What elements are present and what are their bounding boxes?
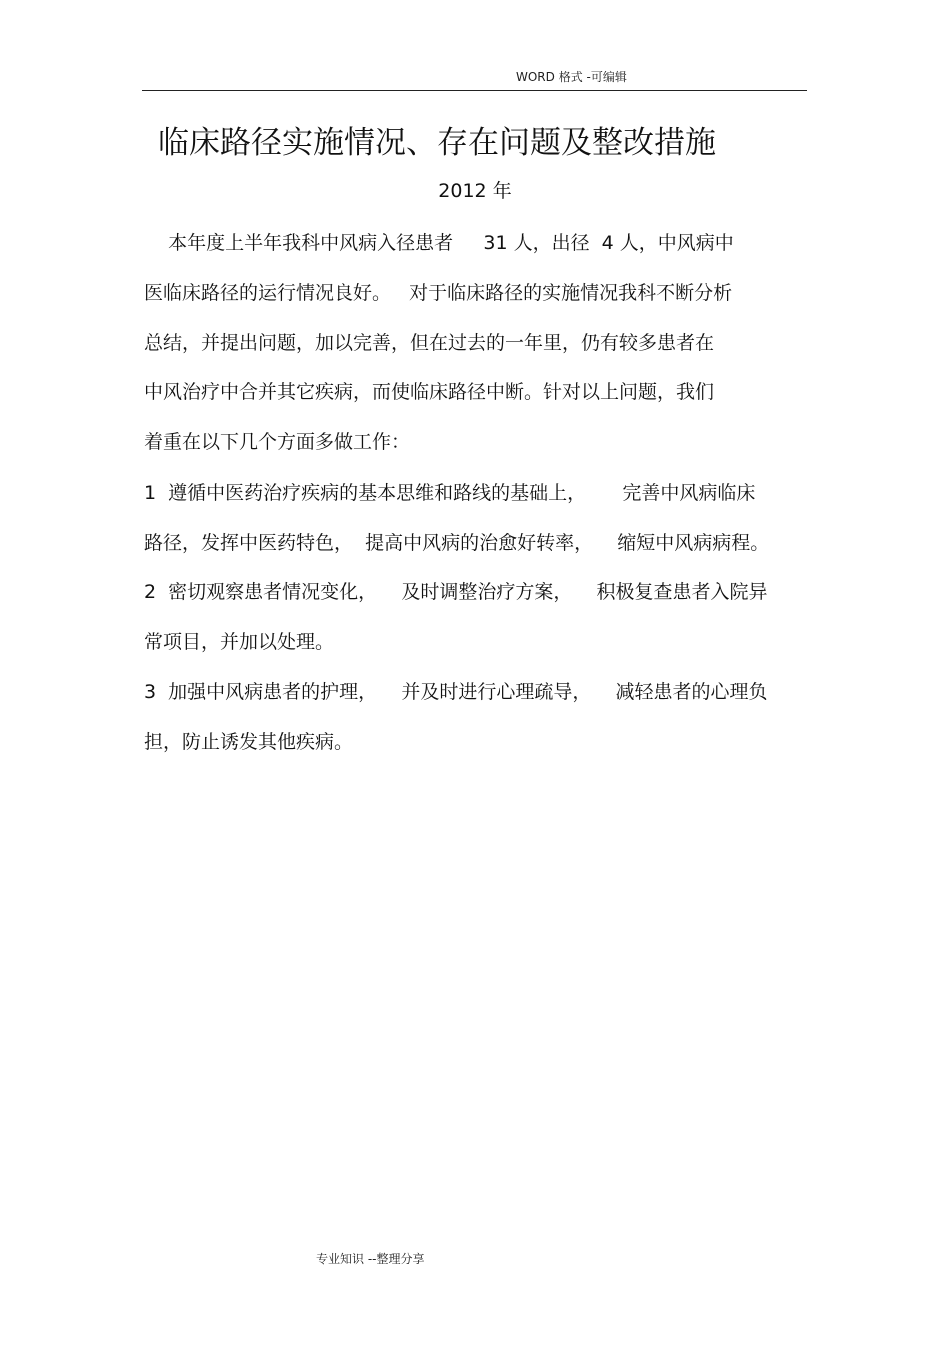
list-item-2: 2 密切观察患者情况变化， 及时调整治疗方案， 积极复查患者入院异	[144, 581, 768, 603]
body-line: 本年度上半年我科中风病入径患者 31 人，出径 4 人，中风病中	[144, 232, 734, 254]
body-line: 着重在以下几个方面多做工作：	[144, 431, 411, 453]
page-header-text: WORD 格式 -可编辑	[516, 70, 627, 84]
body-line: 担，防止诱发其他疾病。	[144, 731, 354, 753]
document-title: 临床路径实施情况、存在问题及整改措施	[158, 125, 716, 161]
body-line: 总结，并提出问题，加以完善，但在过去的一年里，仍有较多患者在	[144, 332, 715, 354]
page-footer-text: 专业知识 --整理分享	[316, 1252, 425, 1266]
list-item-3: 3 加强中风病患者的护理， 并及时进行心理疏导， 减轻患者的心理负	[144, 681, 768, 703]
body-line: 常项目，并加以处理。	[144, 631, 335, 653]
document-year: 2012 年	[438, 180, 512, 202]
body-line: 中风治疗中合并其它疾病，而使临床路径中断。针对以上问题，我们	[144, 381, 715, 403]
body-line: 医临床路径的运行情况良好。 对于临床路径的实施情况我科不断分析	[144, 282, 733, 304]
list-item-1: 1 遵循中医药治疗疾病的基本思维和路线的基础上， 完善中风病临床	[144, 482, 756, 504]
body-line: 路径，发挥中医药特色， 提高中风病的治愈好转率， 缩短中风病病程。	[144, 532, 770, 554]
header-divider	[142, 90, 807, 91]
